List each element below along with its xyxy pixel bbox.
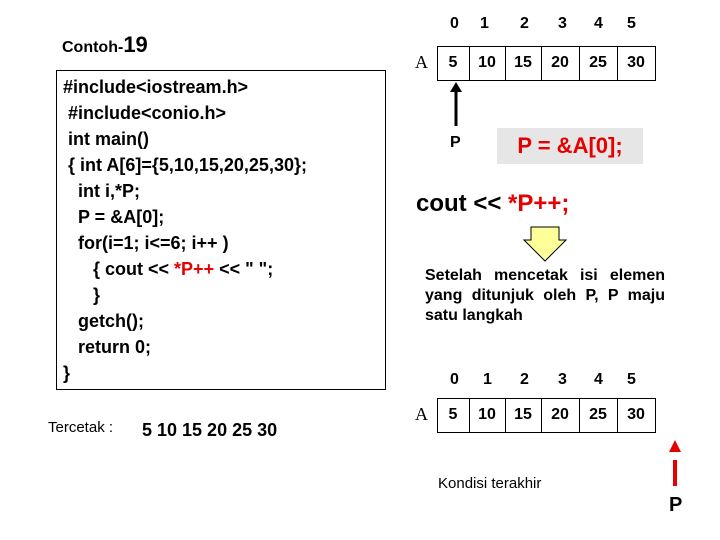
code-line-10: getch(); [63, 311, 144, 331]
pointer-up-arrow [448, 80, 464, 128]
pointer-up-arrow-red [667, 438, 683, 492]
statement-highlight: *P++; [508, 190, 570, 217]
array-bottom-index: 0 [450, 371, 459, 388]
code-line-5: int i,*P; [63, 181, 141, 201]
array-bottom-index: 4 [594, 371, 603, 388]
array-top-cell: 15 [514, 54, 532, 71]
array-bottom [405, 368, 655, 438]
code-box [56, 70, 386, 390]
array-bottom-index: 5 [627, 371, 636, 388]
array-top-index: 3 [558, 15, 567, 32]
array-bottom-cell: 10 [478, 406, 496, 423]
array-bottom-index: 3 [558, 371, 567, 388]
pointer-label-bottom: P [669, 494, 683, 516]
code-line-7: for(i=1; i<=6; i++ ) [63, 233, 229, 253]
statement-prefix: cout << [416, 190, 509, 217]
code-line-8-head: { cout << [63, 259, 175, 279]
array-bottom-cell: 25 [589, 406, 607, 423]
code-line-4: { int A[6]={5,10,15,20,25,30}; [63, 155, 307, 175]
array-bottom-cell: 5 [448, 406, 458, 423]
description-text: Setelah mencetak isi elemen yang ditunjuk oleh P, P maju satu langkah [425, 267, 665, 324]
array-top-cell: 25 [589, 54, 607, 71]
final-state-caption: Kondisi terakhir [438, 475, 542, 492]
array-top-index: 5 [627, 15, 636, 32]
code-line-11: return 0; [63, 337, 152, 357]
array-bottom-index: 2 [520, 371, 529, 388]
array-bottom-cell: 30 [627, 406, 645, 423]
array-top-index: 0 [450, 15, 459, 32]
code-line-6: P = &A[0]; [63, 207, 165, 227]
heading-prefix: Contoh- [62, 39, 124, 56]
down-block-arrow-icon [523, 226, 567, 262]
code-line-8 [63, 258, 273, 280]
array-top-index: 2 [520, 15, 529, 32]
array-top-name: A [415, 52, 428, 72]
array-top-cell: 5 [448, 54, 458, 71]
array-top-cell: 10 [478, 54, 496, 71]
slide-heading [62, 32, 148, 58]
array-bottom-index: 1 [483, 371, 492, 388]
pointer-label-top: P [450, 134, 461, 151]
code-line-12: } [63, 363, 71, 383]
heading-number: 19 [123, 32, 148, 57]
output-label: Tercetak : [48, 419, 114, 436]
assignment-box: P = &A[0]; [497, 128, 643, 164]
array-top-cell: 20 [551, 54, 569, 71]
output-value: 5 10 15 20 25 30 [142, 420, 278, 440]
array-bottom-cell: 15 [514, 406, 532, 423]
code-line-8-tail: << " "; [214, 259, 274, 279]
array-bottom-cell: 20 [551, 406, 569, 423]
array-top-cell: 30 [627, 54, 645, 71]
code-line-2: #include<conio.h> [63, 103, 227, 123]
array-top-index: 4 [594, 15, 603, 32]
code-line-3: int main() [63, 129, 149, 149]
array-top [405, 10, 655, 100]
array-top-index: 1 [480, 15, 489, 32]
code-line-1: #include<iostream.h> [63, 77, 249, 97]
code-line-9: } [63, 285, 101, 305]
statement [416, 190, 569, 218]
array-bottom-name: A [415, 404, 428, 424]
code-highlight: *P++ [174, 259, 215, 279]
